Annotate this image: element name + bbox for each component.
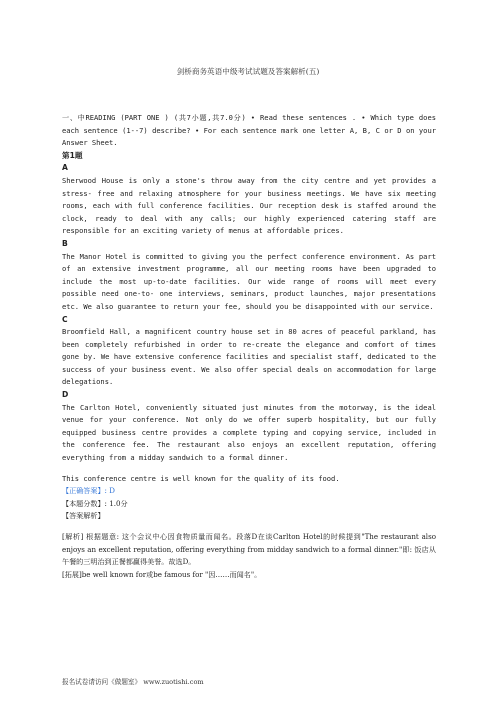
correct-answer: 【正确答案】: D (62, 486, 115, 496)
option-b-text: The Manor Hotel is committed to giving you the perfect conference environment. As part of an extensive investment programme, all our meeting rooms have been upgraded to include the most up-to-date facilities. Our wide range of rooms will meet every possible need one-to- one interviews, seminars, product launches, major presentations etc. We also guarantee to return your fee, should you be disappointed with our service. (62, 251, 436, 311)
option-a-text: Sherwood House is only a stone's throw away from the city centre and yet provides a stress- free and relaxing atmosphere for your business meetings. We have six meeting rooms, each with full conference facilities. Our reception desk is staffed around the clock, ready to deal with any calls; our highly experienced catering staff are responsible for an exciting variety of menus at affordable prices. (62, 175, 436, 236)
analysis-heading: 【答案解析】 (62, 511, 105, 521)
extension-text: [拓展]be well known for或be famous for "因……而闻名"。 (62, 569, 262, 579)
option-a-letter: A (62, 163, 68, 173)
option-c-text: Broomfield Hall, a magnificent country house set in 80 acres of peaceful parkland, has been completely refurbished in order to re-create the elegance and comfort of times gone by. We have extensive conference facilities and specialist staff, dedicated to the success of your business event. We also offer special deals on accommodation for large delegations. (62, 327, 436, 387)
option-c-letter: C (62, 314, 68, 324)
analysis-text: [解析] 根据题意: 这个会议中心因食物质量而闻名。段落D在谈Carlton Hotel的时候提到"The restaurant also enjoys an excellent reputation, offering everything from midday sandwich to a formal dinner."即: 饭店从午餐的三明治到正餐都赢得美誉。故选D。 (62, 532, 436, 567)
question-number: 第1题 (62, 150, 83, 160)
question-score: 【本题分数】: 1.0分 (62, 498, 128, 508)
spacer (62, 523, 436, 531)
page-title: 剑桥商务英语中级考试试题及答案解析(五) (176, 67, 320, 76)
option-d-text: The Carlton Hotel, conveniently situated just minutes from the motorway, is the ideal venue for your conference. Not only do we offer superb hospitality, but our fully equipped business centre provides a complete typing and copying service, included in the conference fee. The restaurant also enjoys an excellent reputation, offering everything from a midday sandwich to a formal dinner. (62, 402, 436, 463)
question-statement: This conference centre is well known for the quality of its food. (62, 473, 340, 483)
spacer (62, 465, 436, 473)
option-b-letter: B (62, 238, 68, 248)
section-instructions: 一、中READING (PART ONE ) (共7小题,共7.0分) • Read these sentences . • Which type does each sentence (1--7) describe? • For each sentence mark one letter A, B, C or D on your Answer Sheet. (62, 113, 436, 148)
document-body (62, 112, 436, 581)
page-footer: 报名试卷请访问《做题室》 www.zuotishi.com (62, 678, 204, 686)
option-d-letter: D (62, 390, 69, 400)
